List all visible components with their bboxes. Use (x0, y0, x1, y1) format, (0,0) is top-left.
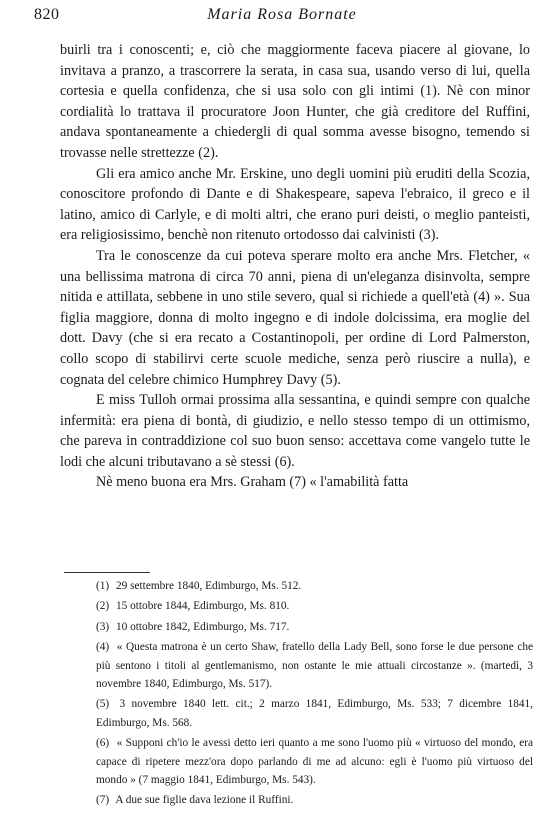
footnote-number: (4) (96, 641, 110, 654)
footnote-number: (3) (96, 620, 110, 633)
footnote-text: « Questa matrona è un certo Shaw, fratello della Lady Bell, sono forse le due persone che più sentono i titoli al gentlemanismo, non ostante le mie attuali circostanze ». (martedì, 3 novembre 1840, Edimburgo, Ms. 517). (96, 641, 533, 691)
main-text (60, 40, 530, 493)
footnote (96, 791, 533, 809)
footnote-number: (2) (96, 600, 110, 613)
footnote (96, 577, 533, 595)
paragraph: buirli tra i conoscenti; e, ciò che maggiormente faceva piacere al giovane, lo invitava a pranzo, a trascorrere la serata, in casa sua, usando verso di lui, quella cortesia e quella confidenza, che si usa solo con gli intimi (1). Nè con minor cordialità lo trattava il procuratore Joon Hunter, che già creditore del Ruffini, andava spontaneamente a chiedergli di qual somma avesse bisogno, temendo si trovasse nelle strettezze (2). (60, 42, 530, 161)
footnote-text: « Supponi ch'io le avessi detto ieri quanto a me sono l'uomo più « virtuoso del mondo, era capace di ripetere mezz'ora dopo parlando di me ad alcuno: egli è l'uomo più virtuoso del mondo » (7 maggio 1841, Edimburgo, Ms. 543). (96, 737, 533, 787)
footnote (96, 597, 533, 615)
footnotes (96, 577, 533, 812)
footnote (96, 638, 533, 693)
footnote-text: 29 settembre 1840, Edimburgo, Ms. 512. (116, 580, 302, 592)
paragraph: E miss Tulloh ormai prossima alla sessantina, e quindi sempre con qualche infermità: era piena di bontà, di giudizio, e nello stesso tempo di un ottimismo, che pareva in contraddizione col suo buon senso: accettava come vangelo tutte le lodi che alcuni tributavano a sè stessi (6). (60, 392, 530, 470)
footnote (96, 734, 533, 789)
footnote-number: (5) (96, 698, 110, 711)
footnote-number: (1) (96, 580, 110, 592)
footnote-number: (6) (96, 737, 110, 750)
paragraph: Nè meno buona era Mrs. Graham (7) « l'amabilità fatta (96, 474, 409, 491)
footnote (96, 695, 533, 732)
footnote-number: (7) (96, 794, 110, 807)
footnote (96, 618, 533, 636)
page-number: 820 (34, 6, 60, 23)
footnote-text: 15 ottobre 1844, Edimburgo, Ms. 810. (116, 600, 290, 613)
footnote-text: 10 ottobre 1842, Edimburgo, Ms. 717. (116, 620, 290, 633)
paragraph: Gli era amico anche Mr. Erskine, uno degli uomini più eruditi della Scozia, conoscitore profondo di Dante e di Shakespeare, sapeva l'ebraico, il greco e il latino, amico di Carlyle, e di molti altri, che erano puri deisti, o meglio panteisti, era religiosissimo, benchè non ritenuto ortodosso dai calvinisti (3). (60, 165, 530, 244)
footnote-text: 3 novembre 1840 lett. cit.; 2 marzo 1841, Edimburgo, Ms. 533; 7 dicembre 1841, Edimburgo, Ms. 568. (96, 698, 533, 729)
running-head: Maria Rosa Bornate (207, 6, 357, 23)
footnote-divider (64, 572, 150, 573)
paragraph: Tra le conoscenze da cui poteva sperare molto era anche Mrs. Fletcher, « una bellissima matrona di circa 70 anni, piena di un'eleganza disinvolta, sempre nitida e attillata, sebbene in uno stile severo, qual si richiede a quell'età (4) ». Sua figlia maggiore, donna di molto ingegno e di indole dolcissima, era moglie del dott. Davy (che si era recato a Costantinopoli, per ordine di Lord Palmerston, collo scopo di stabilirvi certe scuole mediche, senza però riuscire a nulla), e cognata del celebre chimico Humphrey Davy (5). (60, 247, 530, 388)
footnote-text: A due sue figlie dava lezione il Ruffini. (115, 794, 294, 807)
page-header (34, 6, 530, 28)
